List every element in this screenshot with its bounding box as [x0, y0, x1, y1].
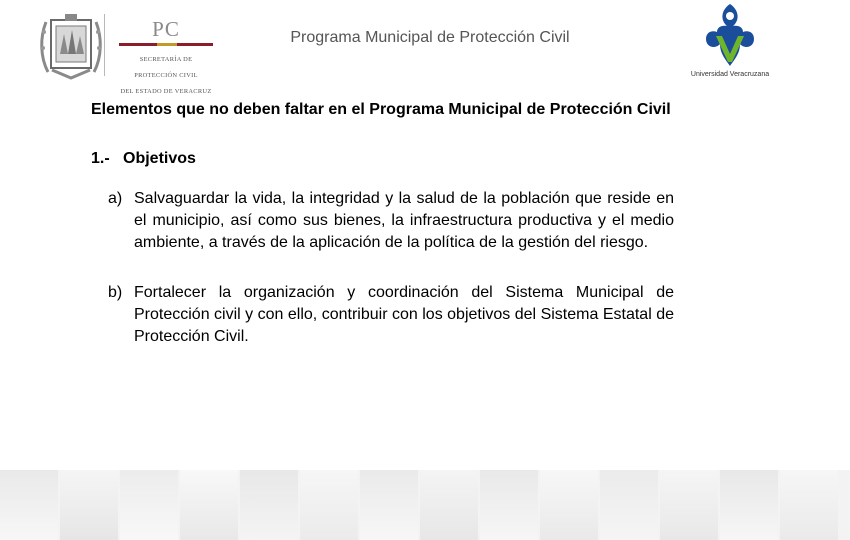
decorative-footer-pattern [0, 470, 850, 540]
document-body [91, 99, 703, 348]
veracruz-state-crest-icon [38, 12, 104, 80]
document-title: Elementos que no deben faltar en el Programa Municipal de Protección Civil [91, 101, 671, 118]
footer-tile [300, 470, 358, 540]
footer-tile [660, 470, 718, 540]
list-marker: b) [108, 284, 123, 301]
footer-tile [480, 470, 538, 540]
footer-tile [180, 470, 238, 540]
pc-logo-lines [114, 48, 218, 104]
universidad-veracruzana-logo-icon [700, 2, 760, 68]
list-item-text: Salvaguardar la vida, la integridad y la salud de la población que reside en el municipio, así como sus bienes, la infraestructura productiva y el medio ambiente, a través de la aplicación de la política de la gestión del riesgo. [134, 190, 674, 251]
logo-divider [104, 14, 105, 76]
footer-tile [240, 470, 298, 540]
section-heading [91, 148, 703, 169]
pc-logo-line: SECRETARÍA DE [139, 56, 193, 63]
pc-logo-line: DEL ESTADO DE VERACRUZ [120, 88, 212, 95]
footer-tile [60, 470, 118, 540]
pc-logo-line: PROTECCIÓN CIVIL [134, 72, 198, 79]
footer-tile [420, 470, 478, 540]
proteccion-civil-logo [114, 17, 218, 95]
footer-tile [120, 470, 178, 540]
section-title: Objetivos [123, 150, 196, 167]
section-number: 1.- [91, 150, 110, 167]
footer-tile [720, 470, 778, 540]
footer-tile [600, 470, 658, 540]
slide-header [0, 0, 850, 95]
footer-tile [0, 470, 58, 540]
footer-tile [780, 470, 838, 540]
list-item-text: Fortalecer la organización y coordinación del Sistema Municipal de Protección civil y con ello, contribuir con los objetivos del Sistema Estatal de Protección Civil. [134, 284, 674, 345]
pc-logo-bar [119, 43, 213, 46]
list-item [108, 282, 674, 348]
uv-logo-name: Universidad Veracruzana [690, 71, 770, 78]
footer-tile [540, 470, 598, 540]
footer-tile [360, 470, 418, 540]
header-title: Programa Municipal de Protección Civil [290, 29, 570, 46]
objectives-list [91, 188, 674, 348]
list-item [108, 188, 674, 254]
list-marker: a) [108, 190, 123, 207]
pc-logo-mark: PC [152, 17, 180, 41]
